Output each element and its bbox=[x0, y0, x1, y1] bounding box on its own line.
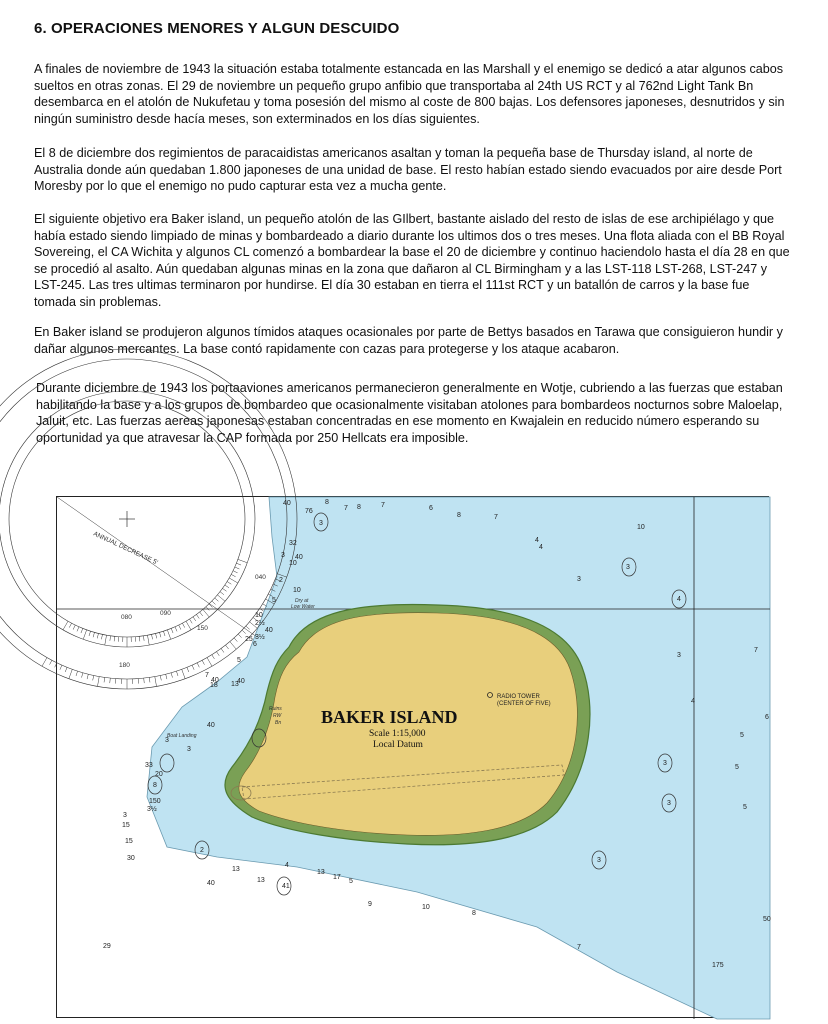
sounding-value: 4 bbox=[285, 862, 289, 869]
compass-tick bbox=[242, 630, 246, 633]
sounding-value: 8 bbox=[472, 910, 476, 917]
compass-tick bbox=[182, 623, 184, 627]
sounding-value: 2½ bbox=[255, 620, 265, 627]
compass-tick bbox=[196, 614, 199, 618]
compass-tick bbox=[231, 574, 235, 576]
compass-tick bbox=[190, 619, 193, 623]
sounding-value: 3 bbox=[281, 552, 285, 559]
sounding-value: 6 bbox=[765, 714, 769, 721]
sounding-value: 7 bbox=[754, 647, 758, 654]
compass-tick bbox=[176, 671, 178, 676]
sounding-value: 6 bbox=[429, 505, 433, 512]
compass-tick bbox=[93, 676, 94, 681]
sounding-value: 3½ bbox=[147, 806, 157, 813]
compass-tick bbox=[166, 674, 167, 679]
compass-tick bbox=[76, 671, 78, 676]
sounding-value: 33 bbox=[145, 762, 153, 769]
compass-tick bbox=[179, 625, 181, 629]
compass-tick bbox=[65, 667, 67, 672]
compass-tick bbox=[217, 595, 225, 601]
compass-tick bbox=[238, 634, 241, 638]
sounding-value: 7 bbox=[205, 672, 209, 679]
compass-tick bbox=[193, 617, 196, 621]
sounding-value: 6 bbox=[253, 641, 257, 648]
compass-tick bbox=[155, 677, 157, 687]
compass-tick bbox=[55, 663, 57, 667]
sounding-value: 40 bbox=[211, 677, 219, 684]
compass-tick bbox=[229, 578, 238, 583]
nautical-chart-svg bbox=[57, 497, 770, 1019]
compass-tick bbox=[230, 642, 236, 650]
sounding-value: 3 bbox=[677, 652, 681, 659]
sounding-value: 29 bbox=[103, 943, 111, 950]
sounding-value: 3 bbox=[123, 812, 127, 819]
dry-low-water-label: Low Water bbox=[291, 604, 315, 610]
compass-tick bbox=[212, 655, 215, 659]
sounding-value: 3 bbox=[663, 760, 667, 767]
compass-tick bbox=[156, 633, 157, 638]
sounding-value: 13 bbox=[317, 869, 325, 876]
sounding-value: 10 bbox=[289, 560, 297, 567]
compass-tick bbox=[73, 625, 75, 629]
compass-tick bbox=[221, 648, 224, 652]
sounding-value: 8 bbox=[325, 499, 329, 506]
sounding-value: 40 bbox=[207, 722, 215, 729]
compass-tick bbox=[238, 559, 247, 562]
sounding-value: 4 bbox=[677, 596, 681, 603]
sounding-value: 3 bbox=[187, 746, 191, 753]
sounding-value: 5 bbox=[743, 804, 747, 811]
compass-tick bbox=[147, 635, 149, 645]
compass-label: 040 bbox=[255, 574, 266, 581]
compass-tick bbox=[82, 673, 83, 678]
radio-tower-sublabel: (CENTER OF FIVE) bbox=[497, 701, 551, 707]
sounding-value: 4 bbox=[691, 698, 695, 705]
sounding-value: 2 bbox=[279, 577, 283, 584]
compass-tick bbox=[77, 627, 79, 632]
sounding-value: 40 bbox=[295, 554, 303, 561]
sounding-value: 40 bbox=[265, 627, 273, 634]
compass-tick bbox=[234, 638, 237, 642]
sounding-value: 50 bbox=[763, 916, 771, 923]
sounding-value: 5 bbox=[740, 732, 744, 739]
map-datum: Local Datum bbox=[373, 740, 423, 750]
compass-tick bbox=[202, 660, 204, 664]
sounding-value: 5 bbox=[349, 878, 353, 885]
sounding-value: 150 bbox=[149, 798, 161, 805]
sounding-value: 8 bbox=[457, 512, 461, 519]
compass-tick bbox=[69, 669, 72, 678]
compass-annual-label: ANNUAL DECREASE 5' bbox=[92, 530, 159, 567]
sounding-value: 4 bbox=[535, 537, 539, 544]
compass-tick bbox=[87, 674, 88, 679]
compass-tick bbox=[63, 621, 68, 630]
sounding-value: 7 bbox=[577, 944, 581, 951]
compass-tick bbox=[197, 663, 199, 667]
sounding-value: 13 bbox=[232, 866, 240, 873]
page-title: 6. OPERACIONES MENORES Y ALGUN DESCUIDO bbox=[34, 20, 400, 37]
paragraph-3: El siguiente objetivo era Baker island, un pequeño atolón de las GIlbert, bastante aislado del resto de islas de ese archipiélago y que había estado siendo limpiado de minas y bombardeado a diario durante los ultimos dos o tres meses. Una flota aliada con el BB Royal Sovereing, el CA Wichita y algunos CL comenzó a bombardear la base el 20 de diciembre y continuo haciendolo hasta el día 28 en que se procedió al asalto. Aún quedaban algunas minas en la zona que dañaron al CL Birmingham y a las LST-118 LST-268, LST-247 y LST-245. Las tres ultimas terminaron por hundirse. El día 30 estaban en tierra el 111st RCT y un batallón de carros y la base fue tomada sin problemas. bbox=[34, 212, 790, 309]
sounding-value: 5 bbox=[735, 764, 739, 771]
sounding-value: 5 bbox=[272, 597, 276, 604]
compass-tick bbox=[139, 636, 140, 641]
compass-tick bbox=[171, 628, 173, 633]
compass-tick bbox=[97, 633, 98, 638]
compass-tick bbox=[203, 609, 209, 617]
compass-tick bbox=[216, 652, 219, 656]
sounding-value: 175 bbox=[712, 962, 724, 969]
paragraph-5: Durante diciembre de 1943 los portaaviones americanos permanecieron generalmente en Wotje, cubriendo a las fuerzas que estaban habilitando la base y a los grupos de bombardeo que ocasionalmente visitaban atolones para bombardeos nocturnos sobre Maloelap, Jaluit, etc. Las fuerzas aereas japonesas estaban concentradas en ese momento en Kwajalein en reducido número esperando su oportunidad ya que atravesar la CAP formada por 250 Hellcats era imposible. bbox=[36, 381, 783, 445]
compass-tick bbox=[187, 667, 189, 672]
compass-tick bbox=[144, 678, 145, 683]
ruins-label: Ruins bbox=[269, 706, 282, 712]
sounding-value: 3 bbox=[626, 564, 630, 571]
compass-tick bbox=[42, 658, 47, 667]
radio-tower-label: RADIO TOWER bbox=[497, 694, 540, 700]
boat-landing-label: Boat Landing bbox=[167, 733, 197, 739]
compass-tick bbox=[89, 631, 91, 636]
compass-tick bbox=[206, 607, 209, 611]
rw-label: RW bbox=[273, 713, 282, 719]
compass-tick bbox=[236, 563, 241, 565]
compass-tick bbox=[175, 627, 177, 632]
nautical-chart bbox=[56, 496, 769, 1018]
sounding-value: 10 bbox=[637, 524, 645, 531]
compass-tick bbox=[81, 628, 83, 633]
compass-tick bbox=[233, 571, 237, 573]
sounding-value: 25 bbox=[245, 636, 253, 643]
sounding-value: 3 bbox=[667, 800, 671, 807]
compass-label: 180 bbox=[119, 662, 130, 669]
compass-tick bbox=[97, 677, 99, 687]
sounding-value: 40 bbox=[207, 880, 215, 887]
sounding-value: 3 bbox=[577, 576, 581, 583]
compass-label: 090 bbox=[160, 610, 171, 617]
sounding-value: 76 bbox=[305, 508, 313, 515]
sounding-value: 3 bbox=[319, 520, 323, 527]
compass-label: 080 bbox=[121, 614, 132, 621]
sounding-value: 30 bbox=[127, 855, 135, 862]
sounding-value: 40 bbox=[283, 500, 291, 507]
compass-tick bbox=[160, 676, 161, 681]
compass-tick bbox=[104, 677, 105, 682]
paragraph-4: En Baker island se produjeron algunos tímidos ataques ocasionales por parte de Bettys basados en Tarawa que consiguieron hundir y dañar algunos mercantes. La base contó rapidamente con cazas para protegerse y los ataque acabaron. bbox=[34, 325, 783, 356]
compass-tick bbox=[93, 632, 94, 637]
sounding-value: 3½ bbox=[255, 634, 265, 641]
compass-tick bbox=[182, 669, 185, 678]
island-name: BAKER ISLAND bbox=[321, 707, 458, 727]
compass-tick bbox=[171, 673, 172, 678]
sounding-value: 7 bbox=[381, 502, 385, 509]
compass-tick bbox=[200, 612, 203, 616]
compass-tick bbox=[227, 582, 231, 585]
dry-low-water-label: Dry at bbox=[295, 598, 309, 604]
sounding-value: 3 bbox=[597, 857, 601, 864]
compass-tick bbox=[50, 660, 52, 664]
compass-tick bbox=[152, 634, 153, 639]
sounding-value: 13 bbox=[257, 877, 265, 884]
sounding-value: 20 bbox=[155, 771, 163, 778]
compass-tick bbox=[226, 645, 229, 649]
compass-tick bbox=[235, 567, 240, 569]
sounding-value: 8 bbox=[153, 782, 157, 789]
paragraph-2: El 8 de diciembre dos regimientos de paracaidistas americanos asaltan y toman la pequeña base de Thursday island, al norte de Australia donde aún quedaban 1.800 japoneses de una unidad de base. El resto habían estado siendo evacuados por aire desde Port Moresby por lo que el enemigo no pudo capturar esta vez a mucha gente. bbox=[34, 146, 782, 194]
sounding-value: 32 bbox=[289, 540, 297, 547]
sounding-value: 17 bbox=[333, 874, 341, 881]
compass-tick bbox=[83, 630, 86, 639]
sounding-value: 7 bbox=[344, 505, 348, 512]
sounding-value: 5 bbox=[237, 657, 241, 664]
sounding-value: 15 bbox=[122, 822, 130, 829]
map-scale: Scale 1:15,000 bbox=[369, 729, 426, 739]
compass-tick bbox=[192, 665, 194, 670]
compass-tick bbox=[222, 588, 226, 591]
sounding-value: 10 bbox=[255, 612, 263, 619]
compass-tick bbox=[105, 635, 107, 645]
sounding-value: 15 bbox=[125, 838, 133, 845]
compass-tick bbox=[225, 585, 229, 588]
compass-tick bbox=[163, 631, 165, 636]
sounding-value: 2 bbox=[200, 847, 204, 854]
sounding-value: 41 bbox=[282, 883, 290, 890]
compass-tick bbox=[149, 677, 150, 682]
sounding-value: 8 bbox=[357, 504, 361, 511]
compass-tick bbox=[110, 636, 111, 641]
compass-tick bbox=[246, 626, 250, 629]
compass-tick bbox=[207, 658, 212, 667]
compass-tick bbox=[220, 592, 224, 595]
sounding-value: 13 bbox=[231, 681, 239, 688]
compass-tick bbox=[215, 598, 219, 601]
compass-tick bbox=[212, 601, 216, 604]
sounding-value: 3 bbox=[165, 737, 169, 744]
sounding-value: 10 bbox=[293, 587, 301, 594]
compass-tick bbox=[110, 678, 111, 683]
paragraph-1: A finales de noviembre de 1943 la situación estaba totalmente estancada en las Marshall y el enemigo se dedicó a atar algunos cabos sueltos en otras zonas. El 29 de noviembre un pequeño grupo anfibio que transportaba al 24th US RCT y al 762nd Light Tank Bn desembarca en el atolón de Nukufetau y toma posesión del mismo al coste de 800 bajas. Los defensores japoneses, desnutridos y sin ningún suministro desde hacía meses, son exterminados en los días siguientes. bbox=[34, 62, 785, 126]
sounding-value: 7 bbox=[494, 514, 498, 521]
compass-tick bbox=[160, 632, 161, 637]
compass-tick bbox=[167, 630, 170, 639]
sounding-value: 10 bbox=[422, 904, 430, 911]
compass-tick bbox=[101, 634, 102, 639]
compass-tick bbox=[114, 636, 115, 641]
compass-tick bbox=[143, 636, 144, 641]
compass-tick bbox=[186, 621, 191, 630]
sounding-value: 9 bbox=[368, 901, 372, 908]
bn-label: Bn bbox=[275, 720, 282, 726]
compass-label: 150 bbox=[197, 625, 208, 632]
compass-tick bbox=[69, 623, 71, 627]
sounding-value: 4 bbox=[539, 544, 543, 551]
sounding-value: 18 bbox=[210, 682, 218, 689]
sounding-value: 40 bbox=[237, 678, 245, 685]
compass-tick bbox=[60, 665, 62, 670]
